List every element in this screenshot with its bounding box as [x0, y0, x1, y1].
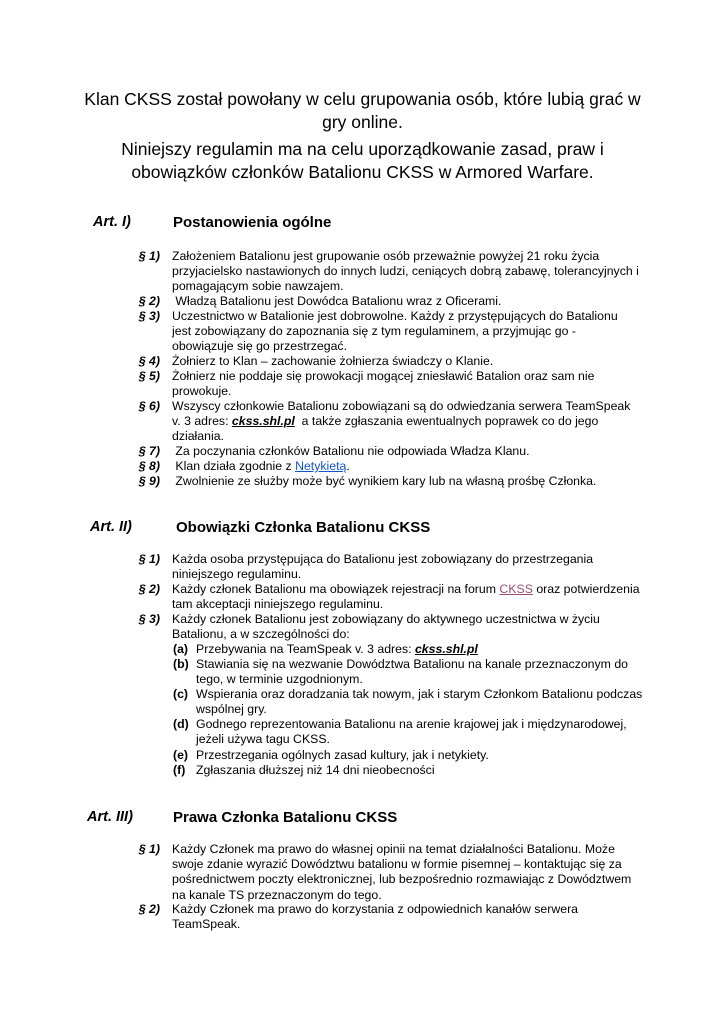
- paragraph-text: [172, 459, 640, 474]
- paragraph-text: Każdy Członek ma prawo do korzystania z odpowiednich kanałów serwera TeamSpeak.: [172, 902, 579, 932]
- netykieta-link[interactable]: Netykietą: [295, 459, 347, 473]
- article-3-title: Prawa Członka Batalionu CKSS: [173, 809, 398, 826]
- subitem-d: [173, 717, 643, 747]
- article-1-paragraph-3: [120, 309, 640, 355]
- paragraph-text-part: .: [346, 459, 350, 473]
- paragraph-text-part: Klan działa zgodnie z: [172, 459, 296, 473]
- teamspeak-address: ckss.shl.pl: [414, 642, 478, 656]
- paragraph-symbol: § 4): [138, 354, 160, 368]
- article-1-paragraph-2: [120, 294, 640, 309]
- subitem-f: [173, 763, 643, 778]
- article-1-title: Postanowienia ogólne: [173, 214, 332, 231]
- subitem-a: [173, 642, 643, 657]
- subitem-e: [173, 748, 643, 763]
- subitem-text: [196, 642, 643, 657]
- paragraph-symbol: § 7): [138, 444, 160, 458]
- paragraph-symbol: § 1): [138, 552, 160, 566]
- paragraph-text: Żołnierz nie poddaje się prowokacji mogącej zniesławić Batalion oraz sam nie prowokuje.: [172, 369, 595, 399]
- article-1-paragraph-5: [120, 369, 640, 399]
- paragraph-text: Każdy członek Batalionu jest zobowiązany do aktywnego uczestnictwa w życiu Batalionu, a w szczególności do:: [172, 612, 600, 642]
- subitem-text: Przestrzegania ogólnych zasad kultury, jak i netykiety.: [196, 748, 489, 762]
- paragraph-symbol: § 1): [138, 842, 160, 856]
- paragraph-text-part: Każdy członek Batalionu ma obowiązek rejestracji na forum: [172, 582, 500, 596]
- intro-heading-2: Niniejszy regulamin ma na celu uporządkowanie zasad, praw i obowiązków członków Batalionu CKSS w Armored Warfare.: [121, 139, 604, 182]
- subitem-letter: (a): [173, 642, 189, 656]
- article-2-paragraph-2: [120, 582, 640, 612]
- paragraph-text: Każda osoba przystępująca do Batalionu jest zobowiązany do przestrzegania niniejszego regulaminu.: [172, 552, 594, 582]
- subitem-letter: (d): [173, 717, 189, 731]
- subitem-text: Zgłaszania dłuższej niż 14 dni nieobecności: [196, 763, 435, 777]
- paragraph-symbol: § 2): [138, 902, 160, 916]
- paragraph-symbol: § 6): [138, 399, 160, 413]
- subitem-letter: (c): [173, 687, 189, 701]
- subitem-letter: (e): [173, 748, 189, 762]
- article-2-paragraph-3: [120, 612, 640, 642]
- subitem-text-part: Przebywania na TeamSpeak v. 3 adres:: [196, 642, 415, 656]
- paragraph-symbol: § 3): [138, 612, 160, 626]
- paragraph-symbol: § 1): [138, 249, 160, 263]
- subitem-letter: (f): [173, 763, 186, 777]
- article-1-paragraph-6: [120, 399, 640, 445]
- paragraph-text: Uczestnictwo w Batalionie jest dobrowolne. Każdy z przystępujących do Batalionu jest zobowiązany do zapoznania się z tym regulaminem, a przyjmując go - obowiązuje się go przestrzegać.: [172, 309, 618, 354]
- paragraph-symbol: § 2): [138, 294, 160, 308]
- article-1-paragraph-7: [120, 444, 640, 459]
- paragraph-text: Za poczynania członków Batalionu nie odpowiada Władza Klanu.: [172, 444, 530, 458]
- article-1-paragraph-9: [120, 474, 640, 489]
- article-2-paragraph-1: [120, 552, 640, 582]
- paragraph-text: Władzą Batalionu jest Dowódca Batalionu wraz z Oficerami.: [172, 294, 502, 308]
- paragraph-text-part: Wszyscy członkowie Batalionu zobowiązani są do odwiedzania serwera TeamSpeak v. 3 adres:: [172, 399, 631, 429]
- paragraph-symbol: § 3): [138, 309, 160, 323]
- paragraph-text: Żołnierz to Klan – zachowanie żołnierza świadczy o Klanie.: [172, 354, 494, 368]
- paragraph-text: Zwolnienie ze służby może być wynikiem kary lub na własną prośbę Członka.: [172, 474, 597, 488]
- paragraph-symbol: § 8): [138, 459, 160, 473]
- subitem-letter: (b): [173, 657, 189, 671]
- subitem-text: Godnego reprezentowania Batalionu na arenie krajowej jak i międzynarodowej, jeżeli używa tagu CKSS.: [196, 717, 627, 747]
- paragraph-text: [172, 582, 640, 612]
- paragraph-text: Założeniem Batalionu jest grupowanie osób przeważnie powyżej 21 roku życia przyjacielsko nastawionych do innych ludzi, ceniących dobrą zabawę, tolerancyjnych i pomagającym sobie nawzajem.: [172, 249, 639, 294]
- article-3-paragraph-1: [120, 842, 640, 903]
- paragraph-symbol: § 2): [138, 582, 160, 596]
- paragraph-symbol: § 5): [138, 369, 160, 383]
- subitem-c: [173, 687, 643, 717]
- article-1-number: Art. I): [93, 214, 131, 230]
- intro-heading-1: Klan CKSS został powołany w celu grupowania osób, które lubią grać w gry online.: [84, 89, 641, 132]
- paragraph-text: Każdy Członek ma prawo do własnej opinii na temat działalności Batalionu. Może swoje zdanie wyrazić Dowództwu batalionu w formie pisemnej – kontaktując się za pośrednictwem poczty elektronicznej, lub bezpośrednio rozmawiając z Dowództwem na kanale TS przeznaczonym do tego.: [172, 842, 632, 902]
- article-1-paragraph-4: [120, 354, 640, 369]
- ckss-forum-link[interactable]: CKSS: [499, 582, 533, 596]
- paragraph-symbol: § 9): [138, 474, 160, 488]
- teamspeak-address: ckss.shl.pl: [231, 414, 295, 429]
- paragraph-text-part: a także zgłaszania ewentualnych poprawek co do jego działania.: [172, 414, 602, 444]
- article-3-number: Art. III): [87, 809, 133, 825]
- subitem-text: Wspierania oraz doradzania tak nowym, jak i starym Członkom Batalionu podczas wspólnej gry.: [196, 687, 643, 717]
- subitem-b: [173, 657, 643, 687]
- article-1-paragraph-1: [120, 249, 640, 295]
- paragraph-text: [172, 399, 640, 445]
- article-1-paragraph-8: [120, 459, 640, 474]
- paragraph-text-part: oraz potwierdzenia tam akceptacji niniejszego regulaminu.: [172, 582, 640, 612]
- subitem-text: Stawiania się na wezwanie Dowództwa Batalionu na kanale przeznaczonym do tego, w terminie uzgodnionym.: [196, 657, 629, 687]
- article-3-paragraph-2: [120, 902, 640, 932]
- article-2-number: Art. II): [90, 519, 132, 535]
- article-2-title: Obowiązki Członka Batalionu CKSS: [176, 519, 431, 536]
